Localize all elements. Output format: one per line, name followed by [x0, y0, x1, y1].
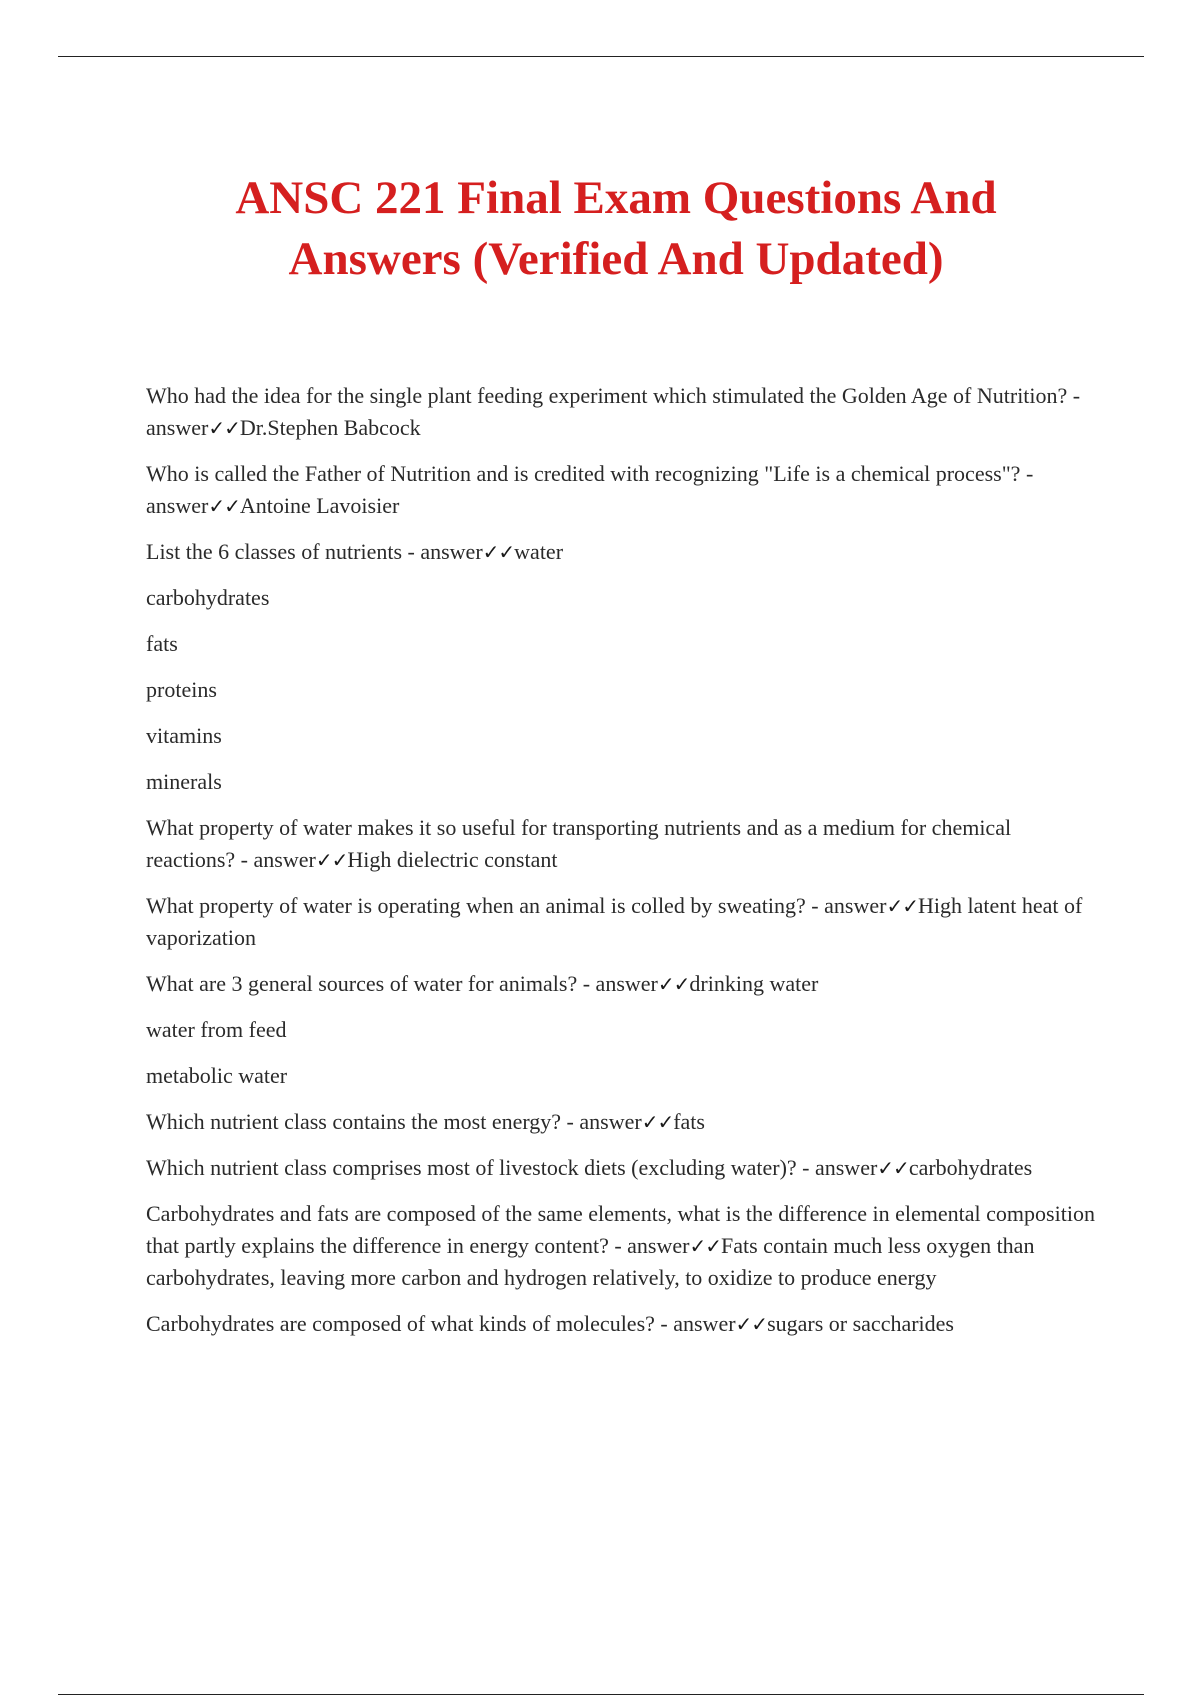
answer-text: sugars or saccharides — [767, 1311, 954, 1336]
double-check-icon: ✓✓ — [735, 1312, 768, 1336]
answer-list-item: minerals — [146, 769, 222, 794]
answer-text: Fats contain much less oxygen than carbohydrates, leaving more carbon and hydrogen relatively, to oxidize to produce energy — [146, 1233, 1035, 1290]
double-check-icon: ✓✓ — [315, 848, 348, 872]
qa-item — [146, 1198, 1096, 1294]
answer-prefix: - answer — [796, 1155, 878, 1180]
answer-text: High latent heat of vaporization — [146, 893, 1083, 950]
answer-prefix: - answer — [654, 1311, 736, 1336]
qa-item — [146, 968, 1096, 1000]
answer-list-item: water from feed — [146, 1017, 287, 1042]
double-check-icon: ✓✓ — [208, 494, 240, 518]
question-text: Who had the idea for the single plant feeding experiment which stimulated the Golden Age of Nutrition? — [146, 383, 1068, 408]
question-text: What property of water is operating when an animal is colled by sweating? — [146, 893, 806, 918]
answer-list-item: metabolic water — [146, 1063, 288, 1088]
answer-list-item: proteins — [146, 677, 217, 702]
answer-text: Antoine Lavoisier — [239, 493, 400, 518]
document-title — [100, 168, 1132, 290]
answer-text: High dielectric constant — [347, 847, 558, 872]
double-check-icon: ✓✓ — [482, 540, 515, 564]
qa-item — [146, 812, 1096, 876]
question-text: Which nutrient class comprises most of livestock diets (excluding water)? — [146, 1155, 797, 1180]
answer-prefix: - answer — [577, 971, 658, 996]
answer-prefix: - answer — [402, 539, 483, 564]
question-text: What are 3 general sources of water for animals? — [146, 971, 578, 996]
answer-prefix: - answer — [235, 847, 316, 872]
qa-item — [146, 380, 1096, 444]
qa-item — [146, 1308, 1096, 1340]
qa-item — [146, 890, 1096, 954]
double-check-icon: ✓✓ — [886, 894, 918, 918]
answer-text: Dr.Stephen Babcock — [239, 415, 421, 440]
answer-prefix: - answer — [805, 893, 887, 918]
answer-list-item: carbohydrates — [146, 585, 270, 610]
title-line-2: Answers (Verified And Updated) — [288, 233, 944, 285]
qa-item — [146, 536, 1096, 568]
qa-item — [146, 1106, 1096, 1138]
qa-item — [146, 1152, 1096, 1184]
double-check-icon: ✓✓ — [208, 416, 240, 440]
answer-text: carbohydrates — [908, 1155, 1033, 1180]
answer-prefix: - answer — [146, 383, 1081, 440]
answer-prefix: - answer — [608, 1233, 690, 1258]
question-text: Which nutrient class contains the most energy? — [146, 1109, 562, 1134]
answer-prefix: - answer — [146, 461, 1034, 518]
answer-list-item: fats — [146, 631, 178, 656]
footer-rule — [58, 1694, 1144, 1695]
answer-text: water — [514, 539, 564, 564]
question-text: Who is called the Father of Nutrition and is credited with recognizing "Life is a chemical process"? — [146, 461, 1021, 486]
double-check-icon: ✓✓ — [641, 1110, 674, 1134]
question-text: List the 6 classes of nutrients — [146, 539, 403, 564]
question-text: What property of water makes it so useful for transporting nutrients and as a medium for chemical reactions? — [146, 815, 1012, 872]
answer-text: fats — [673, 1109, 705, 1134]
double-check-icon: ✓✓ — [657, 972, 690, 996]
qa-list — [146, 380, 1096, 1354]
title-line-1: ANSC 221 Final Exam Questions And — [235, 172, 997, 224]
double-check-icon: ✓✓ — [877, 1156, 909, 1180]
double-check-icon: ✓✓ — [689, 1234, 721, 1258]
header-rule — [58, 56, 1144, 57]
question-text: Carbohydrates and fats are composed of the same elements, what is the difference in elemental composition that partly explains the difference in energy content? — [146, 1201, 1095, 1258]
answer-text: drinking water — [689, 971, 819, 996]
answer-list-item: vitamins — [146, 723, 222, 748]
qa-item — [146, 458, 1096, 522]
answer-prefix: - answer — [561, 1109, 642, 1134]
question-text: Carbohydrates are composed of what kinds of molecules? — [146, 1311, 655, 1336]
